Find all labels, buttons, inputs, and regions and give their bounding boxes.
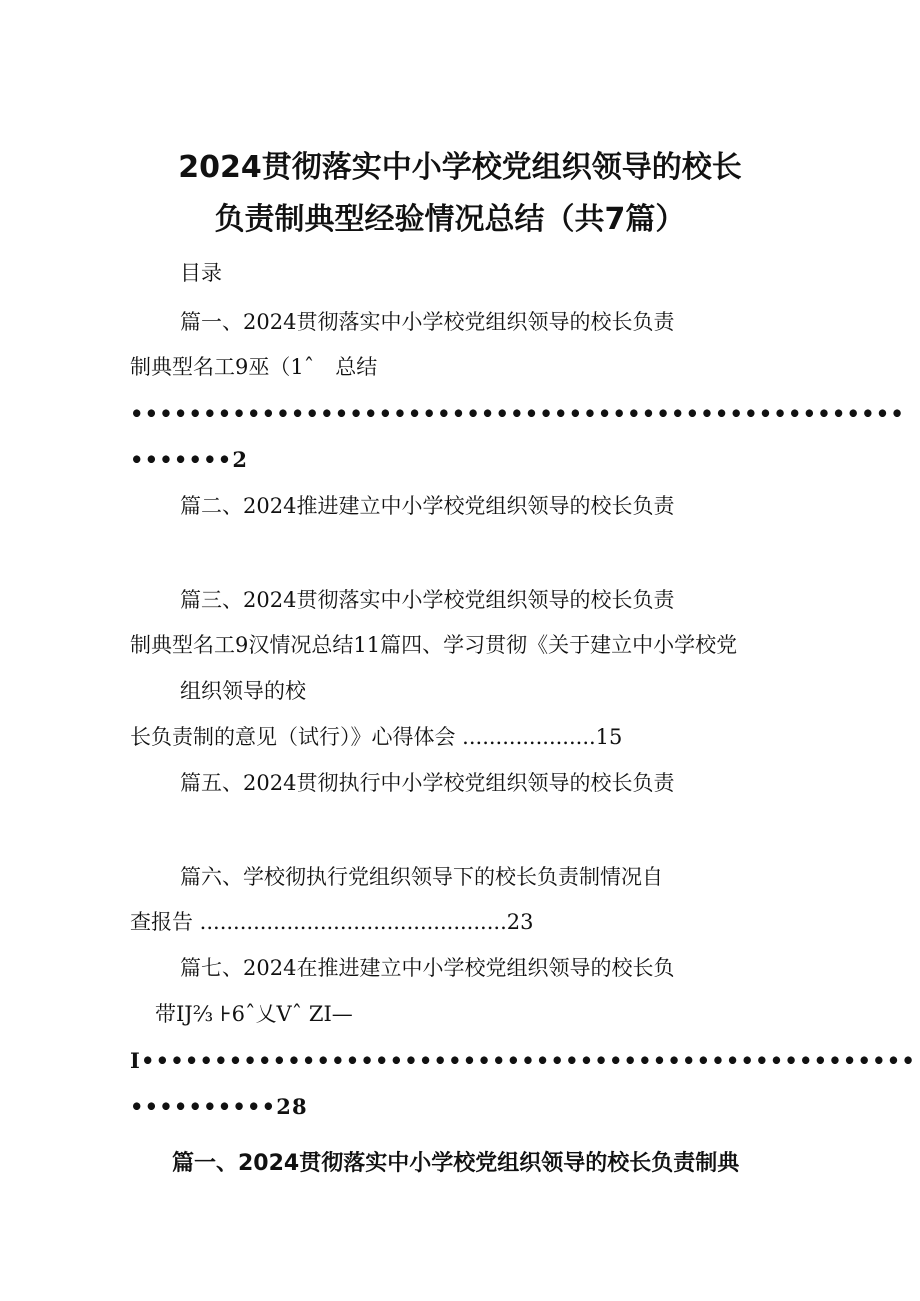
toc-label: 目录 [180,261,222,285]
toc-entry-2-line-1[interactable]: 篇二、2024推进建立中小学校党组织领导的校长负责 [180,494,675,518]
toc-entry-6-line-2[interactable]: 查报告 ..............................................23 [130,910,534,934]
toc-entry-5-line-1[interactable]: 篇五、2024贯彻执行中小学校党组织领导的校长负责 [180,771,675,795]
toc-entry-4-line-3[interactable]: 长负责制的意见（试行）》心得体会 ....................15 [130,725,623,749]
toc-entry-1-leader: ••••••••••••••••••••••••••••••••••••••••••••••••••••• [130,401,905,426]
toc-entry-3-line-2[interactable]: 制典型名工9汉情况总结11篇四、学习贯彻《关于建立中小学校党 [130,633,738,657]
toc-entry-7-line-1[interactable]: 篇七、2024在推进建立中小学校党组织领导的校长负 [180,956,675,980]
section-heading: 篇一、2024贯彻落实中小学校党组织领导的校长负责制典 [172,1151,740,1176]
toc-entry-1-line-1[interactable]: 篇一、2024贯彻落实中小学校党组织领导的校长负责 [180,310,675,334]
toc-entry-1-page: •••••••2 [130,447,249,472]
toc-entry-3-line-1[interactable]: 篇三、2024贯彻落实中小学校党组织领导的校长负责 [180,588,675,612]
toc-entry-7-page: ••••••••••28 [130,1094,308,1119]
toc-entry-1-line-2[interactable]: 制典型名工9巫（1ˆ 总结 [130,355,378,379]
toc-entry-6-line-1[interactable]: 篇六、学校彻执行党组织领导下的校长负责制情况自 [180,865,663,889]
toc-entry-7-line-2[interactable]: 带IJ⅔ ⊦6ˆ乂Vˆ ZI— [155,1002,353,1026]
doc-title-line-2: 负责制典型经验情况总结（共7篇） [214,202,686,237]
doc-title-line-1: 2024贯彻落实中小学校党组织领导的校长 [178,150,742,185]
toc-entry-7-leader: I••••••••••••••••••••••••••••••••••••••••••••••••••••• [130,1048,917,1073]
toc-entry-4-line-2[interactable]: 组织领导的校 [180,679,306,703]
